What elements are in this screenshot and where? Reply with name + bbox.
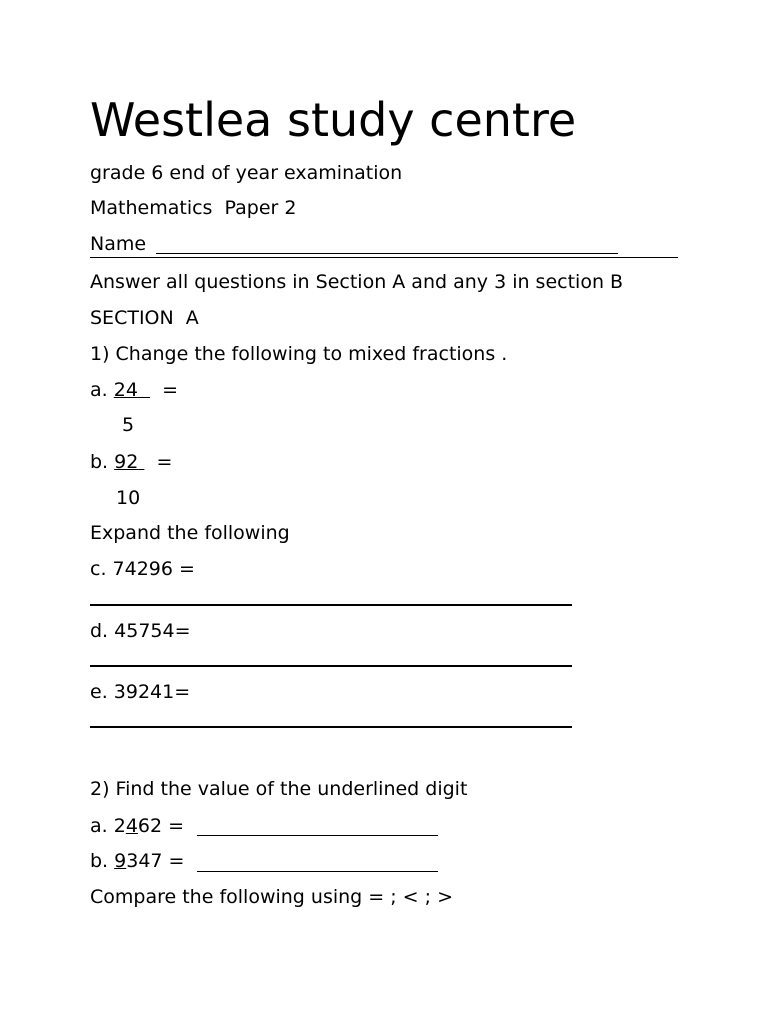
question-1a [90, 378, 178, 402]
item-label: a. [90, 379, 114, 401]
answer-line-2a [197, 835, 438, 836]
numerator: 24 [113, 379, 138, 401]
answer-line-e [90, 726, 572, 728]
question-c: c. 74296 = [90, 558, 195, 580]
question-2b: b. 9347 = [90, 850, 185, 872]
header-divider [90, 257, 678, 258]
instructions: Answer all questions in Section A and any 3 in section B [90, 271, 624, 293]
answer-line-d [90, 665, 572, 667]
name-label: Name [90, 233, 147, 255]
question-2a: a. 2462 = [90, 815, 185, 837]
exam-subtitle: grade 6 end of year examination [90, 162, 403, 184]
item-label: b. [90, 451, 115, 473]
item-label: b. [90, 850, 115, 872]
answer-line-c [90, 604, 572, 606]
item-label: a. [90, 815, 114, 837]
answer-line-2b [197, 871, 438, 872]
question-1b [90, 450, 172, 474]
section-a-heading: SECTION A [90, 307, 199, 329]
paper-label: Mathematics Paper 2 [90, 197, 297, 219]
question-1-prompt: 1) Change the following to mixed fractions . [90, 343, 508, 365]
name-blank-line [156, 253, 618, 254]
equals-sign: = [156, 451, 173, 473]
page-title: Westlea study centre [90, 93, 577, 147]
underlined-digit: 9 [114, 850, 127, 872]
equals-sign: = [162, 379, 179, 401]
denominator: 5 [122, 414, 135, 436]
expand-prompt: Expand the following [90, 522, 290, 544]
question-d: d. 45754= [90, 620, 191, 642]
compare-prompt: Compare the following using = ; < ; > [90, 886, 453, 908]
question-e: e. 39241= [90, 681, 191, 703]
question-2-prompt: 2) Find the value of the underlined digit [90, 778, 468, 800]
denominator: 10 [116, 487, 141, 509]
underlined-digit: 4 [125, 815, 138, 837]
numerator: 92 [114, 451, 139, 473]
